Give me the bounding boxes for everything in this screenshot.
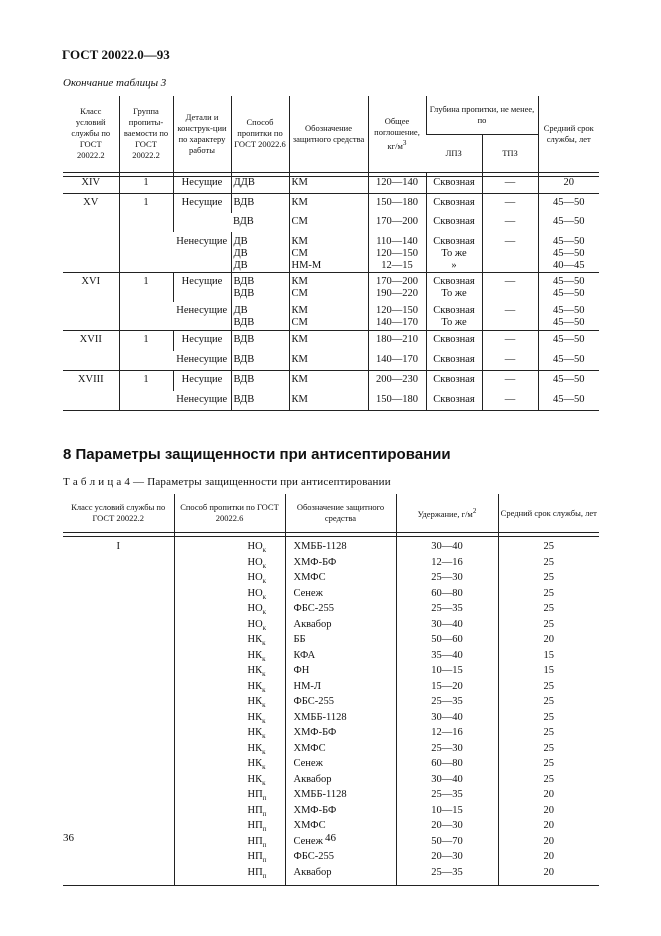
table-row: I $НО_к$ ХМББ-1128 30—40 25 <box>63 537 599 557</box>
table-row: Ненесущие ДВ ДВ ДВ КМ СМ НМ-М 110—140 120—150 12—15 Сквозная То же » — 45—50 45—50 40—45 <box>63 232 599 273</box>
table-row: XIV 1 Несущие ДДВ КМ 120—140 Сквозная — 20 <box>63 176 599 193</box>
page-number-left: 36 <box>63 832 74 844</box>
col-header-details: Детали и конструк-ции по характеру работы <box>173 96 231 172</box>
page-number-center: 46 <box>325 832 336 844</box>
table-row: $НО_к$ ХМФС 25—30 25 <box>63 572 599 588</box>
table-row: $НК_к$ ХМББ-1128 30—40 25 <box>63 712 599 728</box>
table-row: Ненесущие ВДВ КМ 140—170 Сквозная — 45—50 <box>63 351 599 371</box>
table-row: ВДВ СМ 170—200 Сквозная — 45—50 <box>63 213 599 232</box>
table-row: $НК_к$ Аквабор 30—40 25 <box>63 774 599 790</box>
section-title: 8 Параметры защищенности при антисептировании <box>63 446 451 463</box>
col-header-absorption: Общее поглошение, $кг/м^3$ <box>368 96 426 172</box>
table-row: XV 1 Несущие ВДВ КМ 150—180 Сквозная — 45—50 <box>63 193 599 213</box>
col-header-tpz: ТПЗ <box>482 134 538 172</box>
table-row: $НК_к$ Сенеж 60—80 25 <box>63 758 599 774</box>
table-row: $НО_к$ Сенеж 60—80 25 <box>63 588 599 604</box>
table-row: $НК_к$ ФБС-255 25—35 25 <box>63 696 599 712</box>
table-row: $НО_к$ ФБС-255 25—35 25 <box>63 603 599 619</box>
table-row: $НП_п$ ХМФ-БФ 10—15 20 <box>63 805 599 821</box>
col-header-agent: Обозначение защитного средства <box>289 96 368 172</box>
table-row: Ненесущие ВДВ КМ 150—180 Сквозная — 45—50 <box>63 391 599 411</box>
table-4 <box>63 494 599 886</box>
table-row: $НК_к$ ХМФС 25—30 25 <box>63 743 599 759</box>
table-caption: Т а б л и ц а 4 — Параметры защищенности при антисептировании <box>63 476 391 488</box>
table-row: $НП_п$ ФБС-255 20—30 20 <box>63 851 599 867</box>
table-row: $НК_к$ НМ-Л 15—20 25 <box>63 681 599 697</box>
standard-header: ГОСТ 20022.0—93 <box>62 47 170 62</box>
table-row: $НК_к$ КФА 35—40 15 <box>63 650 599 666</box>
col-header-agent: Обозначение защитного средства <box>285 494 396 533</box>
table-row: $НК_к$ ББ 50—60 20 <box>63 634 599 650</box>
table-row: XVIII 1 Несущие ВДВ КМ 200—230 Сквозная — 45—50 <box>63 371 599 391</box>
col-header-lpz: ЛПЗ <box>445 147 462 158</box>
col-header-retention: Удержание, $г/м^2$ <box>396 494 498 533</box>
col-header-life: Средний срок службы, лет <box>538 96 599 172</box>
table-row: $НП_п$ ХМФС 20—30 20 <box>63 820 599 836</box>
table-row: XVI 1 Несущие ВДВ ВДВ КМ СМ 170—200 190—220 Сквозная То же — 45—50 45—50 <box>63 273 599 302</box>
table-row: $НП_п$ Сенеж 50—70 20 <box>63 836 599 852</box>
table-continuation-label: Окончание таблицы 3 <box>63 77 167 89</box>
col-header-class: Класс условий службы по ГОСТ 20022.2 <box>71 502 166 523</box>
col-header-life: Средний срок службы, лет <box>498 494 599 533</box>
table-row: $НП_п$ ХМББ-1128 25—35 20 <box>63 789 599 805</box>
col-header-method: Способ пропитки по ГОСТ 20022.6 <box>174 494 285 533</box>
col-header-group: Группа пропиты-ваемости по ГОСТ 20022.2 <box>119 96 173 172</box>
table-row: Ненесущие ДВ ВДВ КМ СМ 120—150 140—170 Сквозная То же — 45—50 45—50 <box>63 302 599 331</box>
table-row: $НО_к$ Аквабор 30—40 25 <box>63 619 599 635</box>
table-row: $НО_к$ ХМФ-БФ 12—16 25 <box>63 557 599 573</box>
col-header-class: Класс условий службы по ГОСТ 20022.2 <box>71 106 111 161</box>
table-row: $НП_п$ Аквабор 25—35 20 <box>63 867 599 886</box>
col-header-method: Способ пропитки по ГОСТ 20022.6 <box>231 96 289 172</box>
table-row: XVII 1 Несущие ВДВ КМ 180—210 Сквозная — 45—50 <box>63 331 599 351</box>
col-header-depth: Глубина пропитки, не менее, по <box>426 96 538 134</box>
table-row: $НК_к$ ХМФ-БФ 12—16 25 <box>63 727 599 743</box>
table-3 <box>63 96 599 411</box>
table-row: $НК_к$ ФН 10—15 15 <box>63 665 599 681</box>
